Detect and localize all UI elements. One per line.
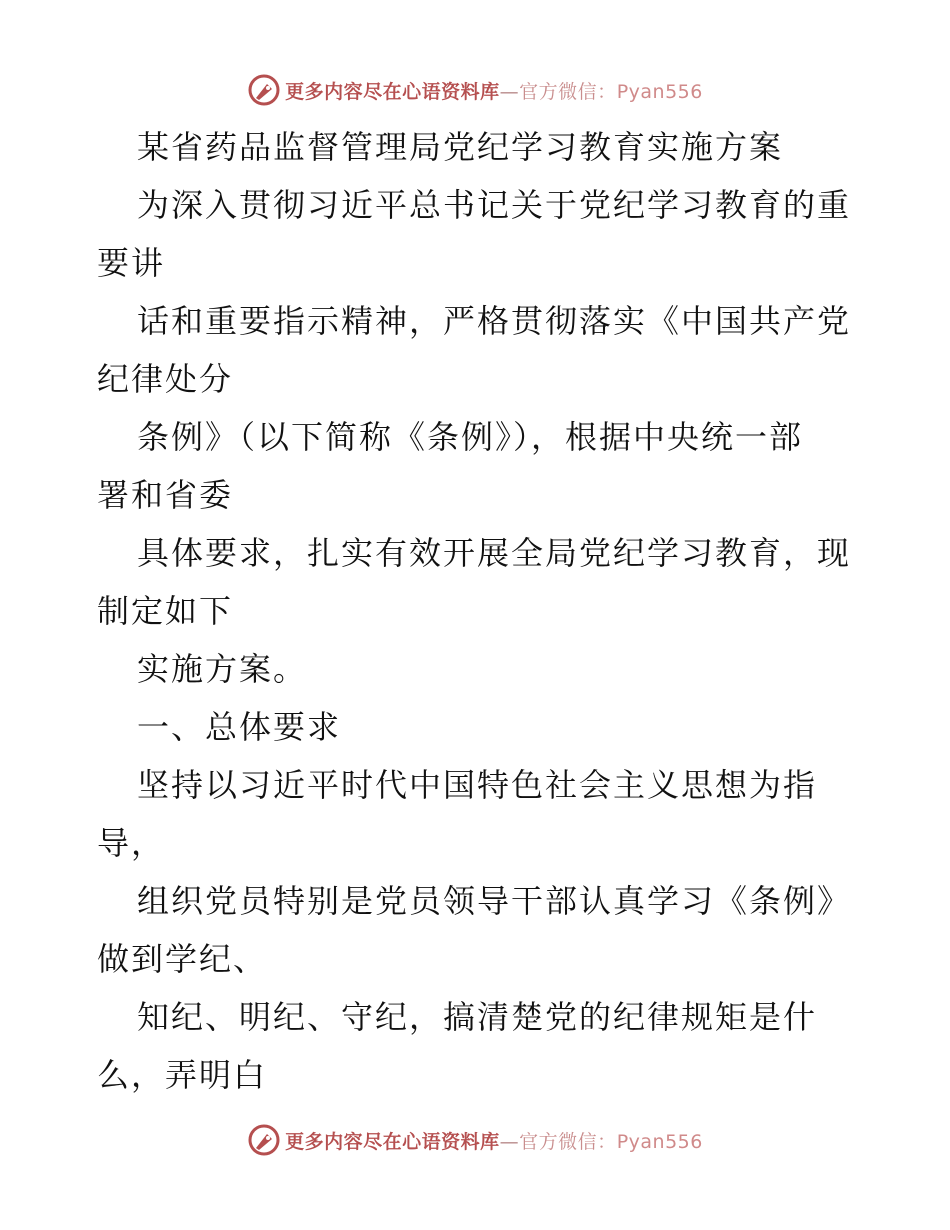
watermark-brand: 更多内容尽在心语资料库 (285, 1130, 500, 1153)
text-line: 知纪、明纪、守纪，搞清楚党的纪律规矩是什 (137, 998, 818, 1036)
document-body (97, 118, 857, 1104)
text-line: 么，弄明白 (97, 1056, 268, 1094)
pen-nib-logo-icon (247, 1123, 281, 1157)
text-line: 导， (97, 824, 166, 862)
text-line: 条例》（以下简称《条例》），根据中央统一部 (137, 418, 804, 456)
text-line: 做到学纪、 (97, 940, 268, 978)
header-watermark (0, 70, 950, 110)
watermark-separator: — (499, 1130, 520, 1153)
text-line: 坚持以习近平时代中国特色社会主义思想为指 (137, 766, 818, 804)
watermark-brand: 更多内容尽在心语资料库 (285, 80, 500, 103)
section-heading: 一、总体要求 (137, 708, 342, 746)
watermark-wechat-label: 官方微信： (519, 80, 617, 103)
watermark-wechat-label: 官方微信： (519, 1130, 617, 1153)
text-line: 实施方案。 (137, 650, 308, 688)
watermark-text (285, 77, 703, 104)
text-line: 署和省委 (97, 476, 234, 514)
text-line: 制定如下 (97, 592, 234, 630)
text-line: 纪律处分 (97, 360, 234, 398)
watermark-account: Pyan556 (616, 1130, 703, 1153)
watermark-separator: — (499, 80, 520, 103)
watermark-account: Pyan556 (616, 80, 703, 103)
footer-watermark (0, 1120, 950, 1160)
text-line: 某省药品监督管理局党纪学习教育实施方案 (137, 128, 784, 166)
text-line: 具体要求，扎实有效开展全局党纪学习教育，现 (137, 534, 852, 572)
text-line: 为深入贯彻习近平总书记关于党纪学习教育的重 (137, 186, 852, 224)
watermark-text (285, 1127, 703, 1154)
text-line: 要讲 (97, 244, 166, 282)
text-line: 组织党员特别是党员领导干部认真学习《条例》 (137, 882, 852, 920)
pen-nib-logo-icon (247, 73, 281, 107)
text-line: 话和重要指示精神，严格贯彻落实《中国共产党 (137, 302, 852, 340)
